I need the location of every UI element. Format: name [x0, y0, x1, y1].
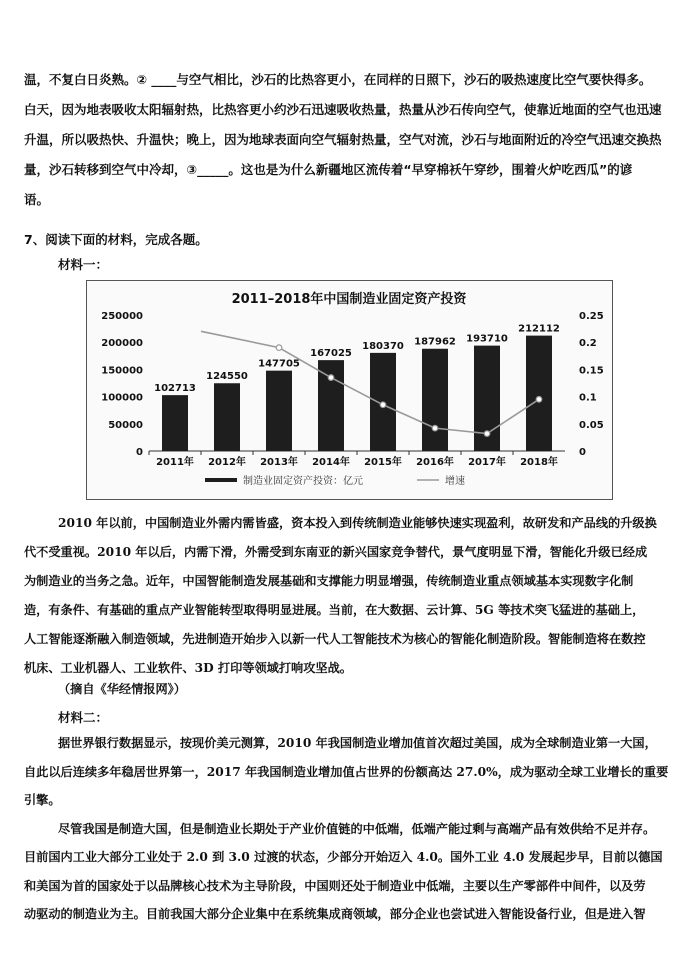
bar-data-label: 180370	[362, 340, 404, 352]
y-left-tick-label: 250000	[101, 311, 143, 322]
x-tick-label: 2011年	[156, 457, 194, 468]
y-right-tick-label: 0.1	[579, 392, 597, 404]
y-left-tick-label: 0	[136, 447, 143, 458]
material2-label: 材料二：	[58, 710, 109, 725]
bar-data-label: 124550	[206, 371, 248, 383]
material2-line: 尽管我国是制造大国，但是制造业长期处于产业价值链的中低端，低端产能过剩与高端产品有效供给不足并存。	[58, 821, 656, 836]
legend-line-label: 增速	[445, 476, 465, 487]
material1-line: 为制造业的当务之急。近年，中国智能制造发展基础和支撑能力明显增强，传统制造业重点领域基本实现数字化制	[24, 574, 634, 588]
y-left-tick-label: 100000	[101, 392, 143, 404]
question-heading: 7、阅读下面的材料，完成各题。	[24, 232, 208, 247]
material2-line: 引擎。	[24, 793, 61, 807]
x-tick-label: 2012年	[208, 457, 246, 468]
material1-line: 人工智能逐渐融入制造领域，先进制造开始步入以新一代人工智能技术为核心的智能化制造阶段。智能制造将在数控	[24, 632, 646, 646]
x-tick-label: 2017年	[468, 457, 506, 468]
bar-data-label: 167025	[310, 348, 352, 360]
x-tick-label: 2014年	[312, 457, 350, 468]
bar-data-label: 147705	[258, 358, 300, 370]
paragraph-top-line: 量，沙石转移到空气中冷却，③_____。这也是为什么新疆地区流传着“早穿棉袄午穿纱，围着火炉吃西瓜”的谚	[24, 162, 633, 177]
material2-line: 据世界银行数据显示，按现价美元测算，2010 年我国制造业增加值首次超过美国，成为全球制造业第一大国，	[58, 736, 657, 750]
y-right-tick-label: 0	[579, 447, 586, 458]
growth-point	[536, 397, 542, 403]
paragraph-top-line: 白天，因为地表吸收太阳辐射热，比热容更小约沙石迅速吸收热量，热量从沙石传向空气，使靠近地面的空气也迅速	[24, 102, 662, 117]
legend-bar-label: 制造业固定资产投资：亿元	[243, 476, 363, 487]
y-left-tick-label: 200000	[101, 338, 143, 350]
bar-data-label: 187962	[414, 336, 456, 348]
bar	[526, 336, 552, 451]
material2-line: 和美国为首的国家处于以品牌核心技术为主导阶段，中国则还处于制造业中低端，主要以生产零部件中间件，以及劳	[24, 878, 646, 893]
bar	[422, 349, 448, 451]
y-left-tick-label: 150000	[101, 365, 143, 377]
paragraph-top-line: 升温，所以吸热快、升温快；晚上，因为地球表面向空气辐射热量，空气对流，沙石与地面附近的冷空气迅速交换热	[24, 132, 662, 147]
paragraph-top-line: 语。	[24, 192, 50, 207]
bar-data-label: 193710	[466, 333, 508, 345]
chart-svg	[87, 281, 612, 499]
y-right-tick-label: 0.25	[579, 311, 604, 322]
growth-point	[276, 345, 282, 351]
bar-data-label: 102713	[154, 383, 196, 395]
paragraph-top-line: 温，不复白日炎熟。② ____与空气相比，沙石的比热容更小，在同样的日照下，沙石的吸热速度比空气要快得多。	[24, 72, 652, 87]
x-tick-label: 2016年	[416, 457, 454, 468]
material1-line: 机床、工业机器人、工业软件、3D 打印等领域打响攻坚战。	[24, 661, 352, 675]
y-right-tick-label: 0.15	[579, 365, 604, 377]
investment-chart	[86, 280, 613, 500]
material1-line: 2010 年以前，中国制造业外需内需皆盛，资本投入到传统制造业能够快速实现盈利，故研发和产品线的升级换	[58, 516, 657, 530]
material1-line: 造，有条件、有基础的重点产业智能转型取得明显进展。当前，在大数据、云计算、5G 等技术突飞猛进的基础上，	[24, 603, 645, 617]
material1-label: 材料一：	[58, 257, 109, 272]
x-tick-label: 2018年	[520, 457, 558, 468]
material2-line: 自此以后连续多年稳居世界第一，2017 年我国制造业增加值占世界的份额高达 27.0%，成为驱动全球工业增长的重要	[24, 764, 669, 779]
growth-point	[432, 425, 438, 431]
source-note: （摘自《华经情报网》）	[58, 682, 186, 696]
y-left-tick-label: 50000	[108, 419, 143, 431]
bar	[266, 371, 292, 451]
x-tick-label: 2013年	[260, 457, 298, 468]
chart-title: 2011–2018年中国制造业固定资产投资	[231, 292, 467, 307]
bar	[214, 383, 240, 451]
y-right-tick-label: 0.2	[579, 338, 597, 350]
material2-line: 动驱动的制造业为主。目前我国大部分企业集中在系统集成商领域，部分企业也尝试进入智能设备行业，但是进入智	[24, 907, 646, 921]
x-tick-label: 2015年	[364, 457, 402, 468]
growth-point	[380, 402, 386, 408]
y-right-tick-label: 0.05	[579, 419, 604, 431]
material1-line: 代不受重视。2010 年以后，内需下滑，外需受到东南亚的新兴国家竞争替代，景气度明显下滑，智能化升级已经成	[24, 545, 648, 559]
growth-point	[484, 431, 490, 437]
bar-data-label: 212112	[518, 323, 560, 335]
growth-point	[328, 375, 334, 381]
bar	[318, 360, 344, 451]
material2-line: 目前国内工业大部分工业处于 2.0 到 3.0 过渡的状态，少部分开始迈入 4.0。国外工业 4.0 发展起步早，目前以德国	[24, 850, 663, 864]
bar	[162, 395, 188, 451]
